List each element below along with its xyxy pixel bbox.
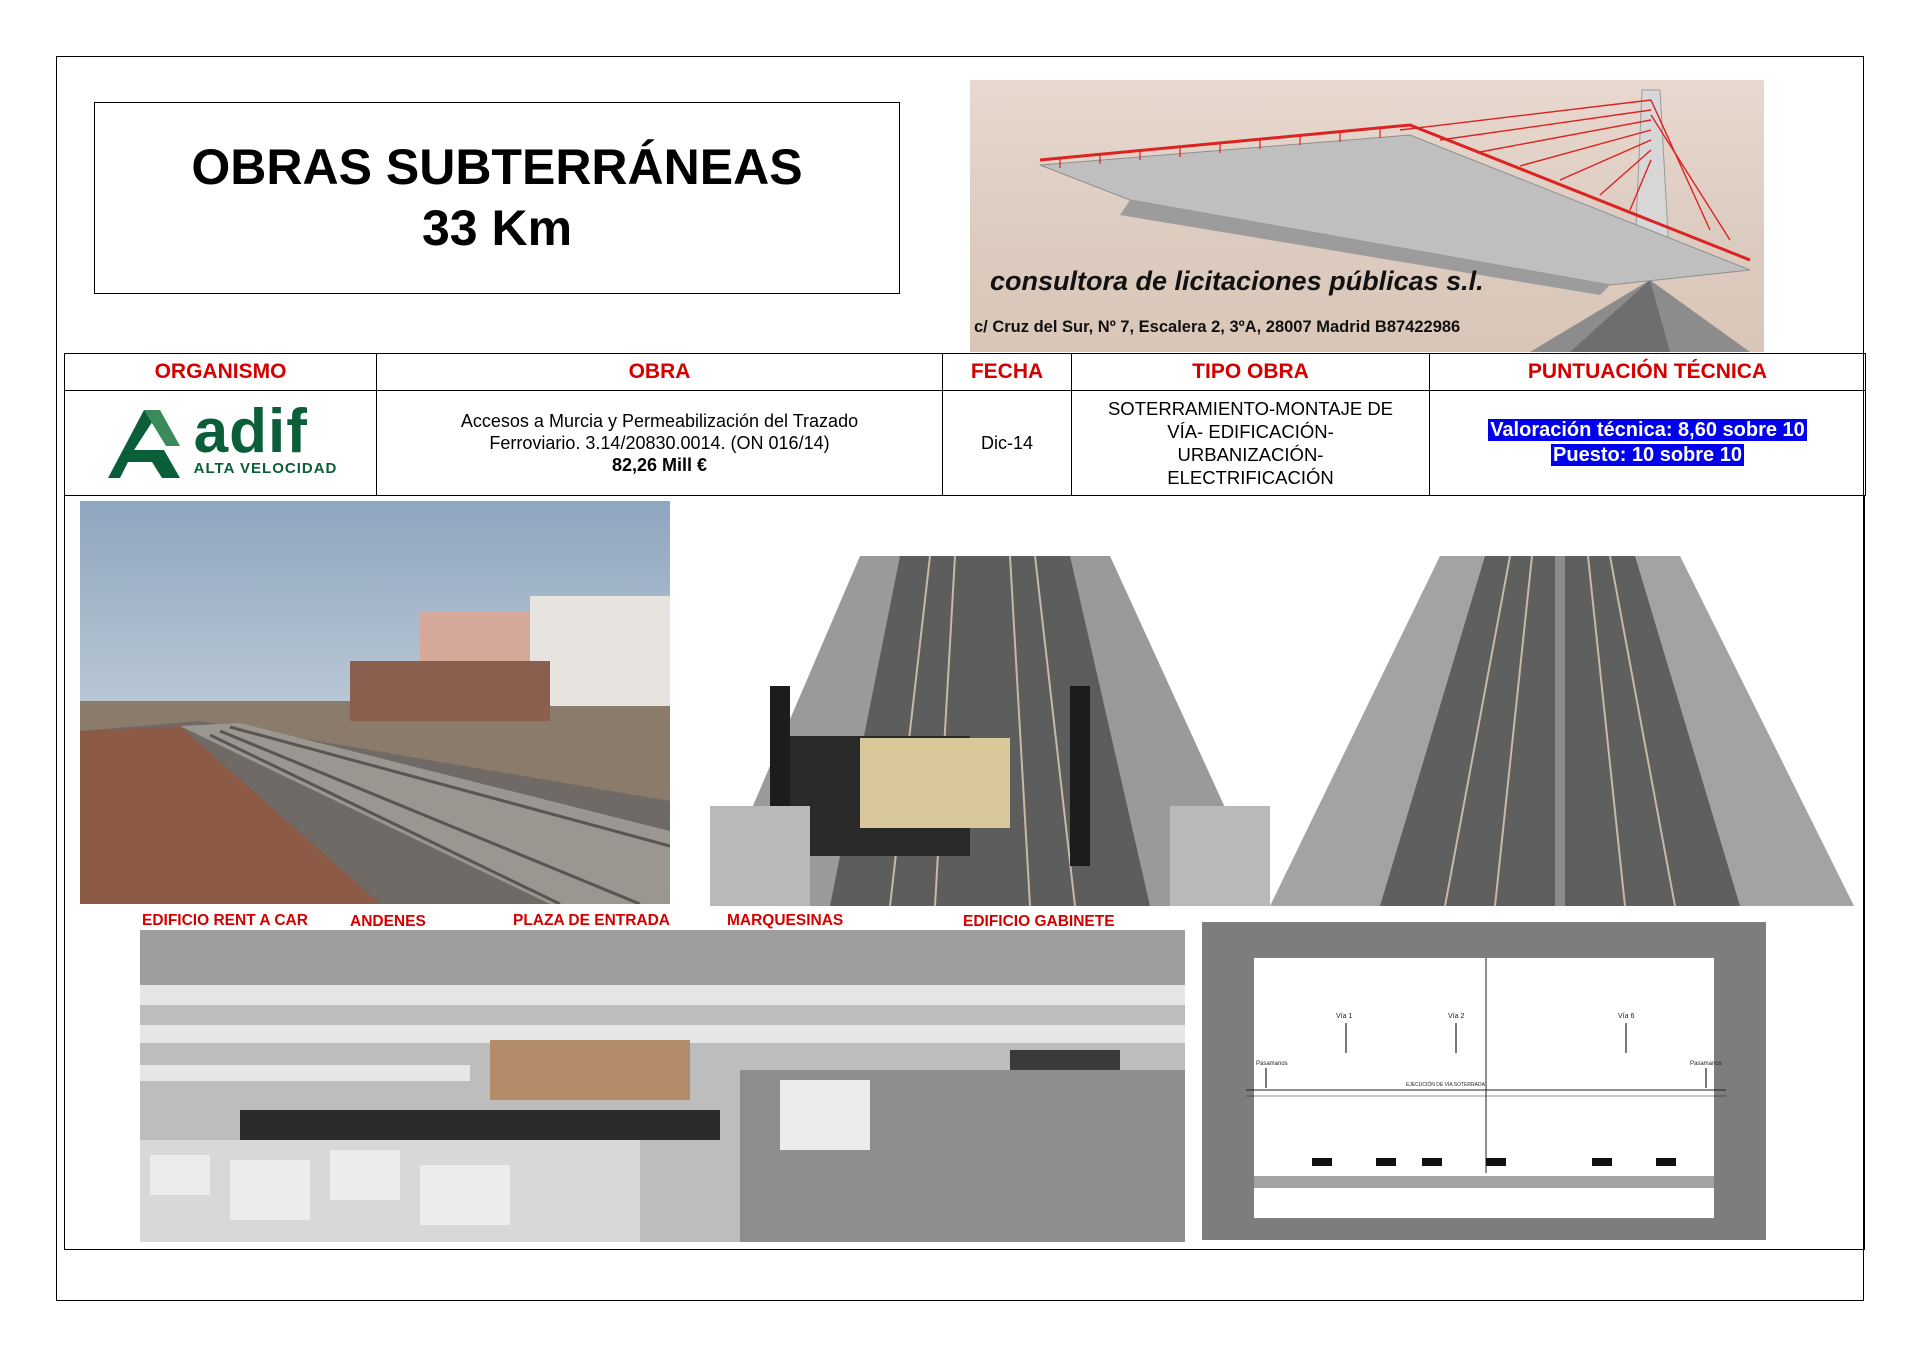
adif-logo-word: adif: [193, 397, 308, 466]
table-row: [65, 391, 1866, 496]
cell-fecha: Dic-14: [943, 391, 1072, 496]
header-organismo: ORGANISMO: [65, 354, 377, 391]
page-subtitle-length: 33 Km: [421, 200, 573, 256]
table-header-row: [65, 354, 1866, 391]
railway-photo: [80, 501, 670, 904]
tipo-line3: URBANIZACIÓN-: [1177, 444, 1324, 465]
valoracion-tecnica: Valoración técnica: 8,60 sobre 10: [1490, 419, 1805, 441]
label-pasamanos-right: Pasamanos: [1690, 1061, 1722, 1067]
adif-logo-icon: [104, 406, 182, 480]
page-title: OBRAS SUBTERRÁNEAS: [191, 139, 803, 195]
puesto: Puesto: 10 sobre 10: [1553, 444, 1742, 466]
station-aerial-render: [140, 930, 1185, 1242]
bridge-illustration: [970, 80, 1764, 352]
tunnel-render-2: [1270, 556, 1854, 906]
adif-logo-sub: ALTA VELOCIDAD: [193, 460, 338, 477]
tipo-line4: ELECTRIFICACIÓN: [1167, 467, 1334, 488]
header-tipo-obra: TIPO OBRA: [1072, 354, 1430, 391]
company-address: c/ Cruz del Sur, Nº 7, Escalera 2, 3ºA, 28007 Madrid B87422986: [974, 318, 1461, 336]
title-box: [94, 102, 900, 294]
label-via-6: Vía 6: [1618, 1013, 1635, 1020]
label-ejecucion: EJECUCIÓN DE VÍA SOTERRADA: [1406, 1082, 1485, 1088]
header-fecha: FECHA: [943, 354, 1072, 391]
obra-amount: 82,26 Mill €: [611, 455, 708, 475]
label-via-2: Vía 2: [1448, 1013, 1465, 1020]
label-edificio-gabinete: EDIFICIO GABINETE: [963, 913, 1115, 930]
cell-obra: [377, 391, 943, 496]
label-pasamanos-left: Pasamanos: [1256, 1061, 1288, 1067]
label-marquesinas: MARQUESINAS: [727, 912, 844, 929]
company-logo-panel: [970, 80, 1764, 352]
tipo-line1: SOTERRAMIENTO-MONTAJE DE: [1107, 398, 1394, 419]
label-plaza-de-entrada: PLAZA DE ENTRADA: [513, 912, 671, 929]
label-via-1: Vía 1: [1336, 1013, 1353, 1020]
header-puntuacion: PUNTUACIÓN TÉCNICA: [1430, 354, 1866, 391]
header-obra: OBRA: [377, 354, 943, 391]
label-edificio-rent-a-car: EDIFICIO RENT A CAR: [142, 912, 308, 929]
tunnel-cross-section-drawing: [1186, 918, 1816, 1244]
tipo-line2: VÍA- EDIFICACIÓN-: [1167, 421, 1334, 442]
project-info-table: [64, 353, 1866, 496]
company-name: consultora de licitaciones públicas s.l.: [990, 266, 1484, 296]
cell-tipo-obra: [1072, 391, 1430, 496]
adif-logo: [65, 397, 376, 480]
tunnel-render-1: [710, 556, 1270, 906]
cell-puntuacion: [1430, 391, 1866, 496]
obra-line1: Accesos a Murcia y Permeabilización del Trazado: [460, 411, 859, 431]
obra-line2: Ferroviario. 3.14/20830.0014. (ON 016/14): [489, 433, 830, 453]
cell-organismo: [65, 391, 377, 496]
label-andenes: ANDENES: [350, 913, 426, 930]
